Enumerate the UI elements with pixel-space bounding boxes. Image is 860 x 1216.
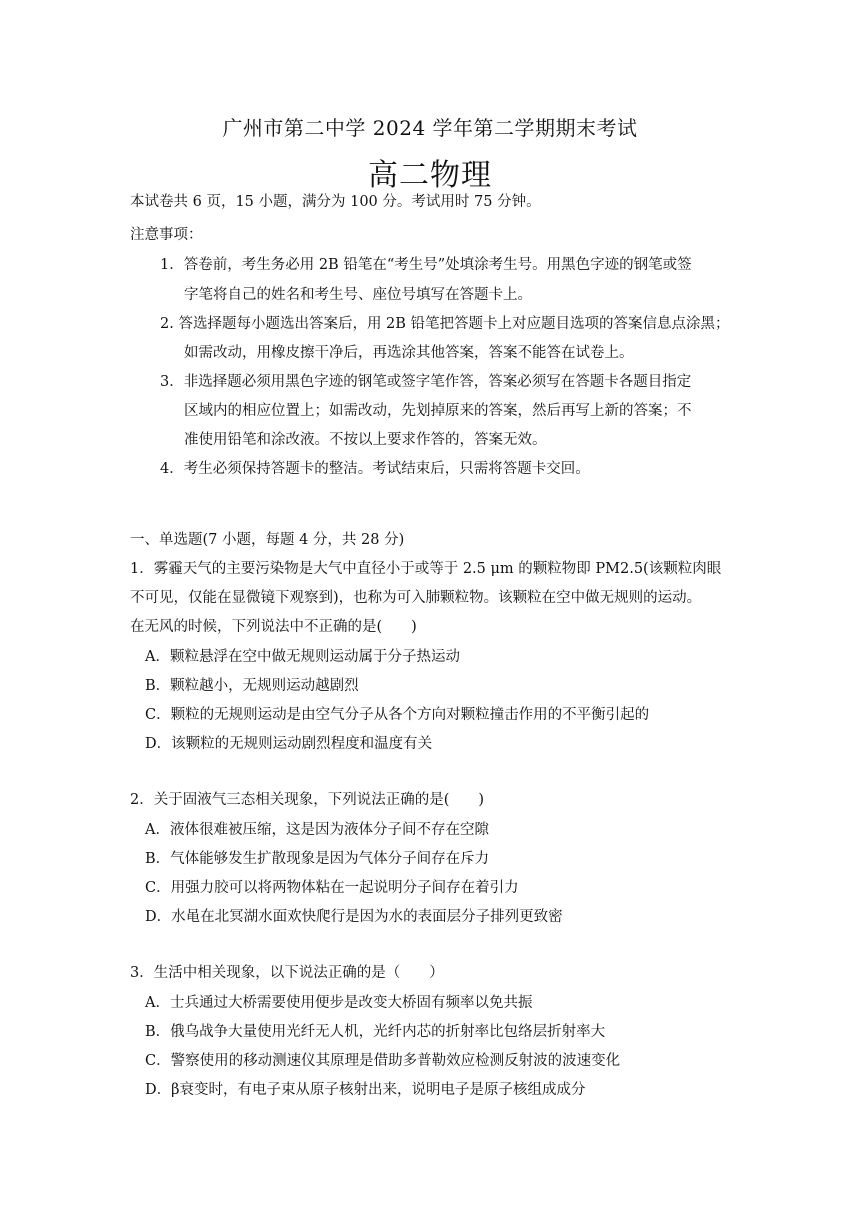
note-3-line-2: 区域内的相应位置上；如需改动，先划掉原来的答案，然后再写上新的答案；不: [184, 403, 692, 419]
note-1-line-1: 1．答卷前，考生务必用 2B 铅笔在“考生号”处填涂考生号。用黑色字迹的钢笔或签: [160, 257, 692, 273]
question-2-option-b: B．气体能够发生扩散现象是因为气体分子间存在斥力: [145, 851, 490, 867]
note-2-line-1: 2. 答选择题每小题选出答案后，用 2B 铅笔把答题卡上对应题目选项的答案信息点涂黑；: [160, 316, 730, 332]
note-3-line-3: 准使用铅笔和涂改液。不按以上要求作答的，答案无效。: [184, 432, 547, 448]
question-2-stem-line-1: 2．关于固液气三态相关现象，下列说法正确的是( ): [130, 792, 485, 808]
question-3-option-c: C．警察使用的移动测速仪其原理是借助多普勒效应检测反射波的波速变化: [145, 1053, 621, 1069]
note-3-line-1: 3．非选择题必须用黑色字迹的钢笔或签字笔作答，答案必须写在答题卡各题目指定: [160, 374, 692, 390]
question-3-option-a: A．士兵通过大桥需要使用便步是改变大桥固有频率以免共振: [145, 995, 533, 1011]
question-3-option-d: D．β衰变时，有电子束从原子核射出来，说明电子是原子核组成成分: [145, 1082, 586, 1098]
question-1-option-a: A．颗粒悬浮在空中做无规则运动属于分子热运动: [145, 649, 460, 665]
question-1-stem-line-1: 1．雾霾天气的主要污染物是大气中直径小于或等于 2.5 μm 的颗粒物即 PM2.5(该颗粒肉眼: [130, 561, 722, 577]
question-1-stem-line-2: 不可见，仅能在显微镜下观察到)，也称为可入肺颗粒物。该颗粒在空中做无规则的运动。: [130, 590, 702, 606]
exam-title: 广州市第二中学 2024 学年第二学期期末考试: [222, 116, 638, 140]
question-1-option-b: B．颗粒越小，无规则运动越剧烈: [145, 678, 359, 694]
exam-intro: 本试卷共 6 页，15 小题，满分为 100 分。考试用时 75 分钟。: [130, 194, 541, 210]
question-3-stem-line-1: 3．生活中相关现象，以下说法正确的是（ ）: [130, 965, 444, 981]
section-title: 一、单选题(7 小题，每题 4 分，共 28 分): [130, 532, 405, 548]
question-2-option-a: A．液体很难被压缩，这是因为液体分子间不存在空隙: [145, 822, 489, 838]
note-2-line-2: 如需改动，用橡皮擦干净后，再选涂其他答案，答案不能答在试卷上。: [184, 345, 634, 361]
question-2-option-d: D．水黾在北冥湖水面欢快爬行是因为水的表面层分子排列更致密: [145, 909, 563, 925]
note-4-line-1: 4．考生必须保持答题卡的整洁。考试结束后，只需将答题卡交回。: [160, 461, 590, 477]
question-1-stem-line-3: 在无风的时候，下列说法中不正确的是( ): [130, 619, 417, 635]
notes-heading: 注意事项：: [130, 227, 203, 243]
question-2-option-c: C．用强力胶可以将两物体粘在一起说明分子间存在着引力: [145, 880, 519, 896]
question-1-option-c: C．颗粒的无规则运动是由空气分子从各个方向对颗粒撞击作用的不平衡引起的: [145, 707, 650, 723]
subject-title: 高二物理: [368, 158, 492, 193]
question-1-option-d: D．该颗粒的无规则运动剧烈程度和温度有关: [145, 736, 433, 752]
question-3-option-b: B．俄乌战争大量使用光纤无人机，光纤内芯的折射率比包络层折射率大: [145, 1024, 606, 1040]
note-1-line-2: 字笔将自己的姓名和考生号、座位号填写在答题卡上。: [184, 287, 532, 303]
